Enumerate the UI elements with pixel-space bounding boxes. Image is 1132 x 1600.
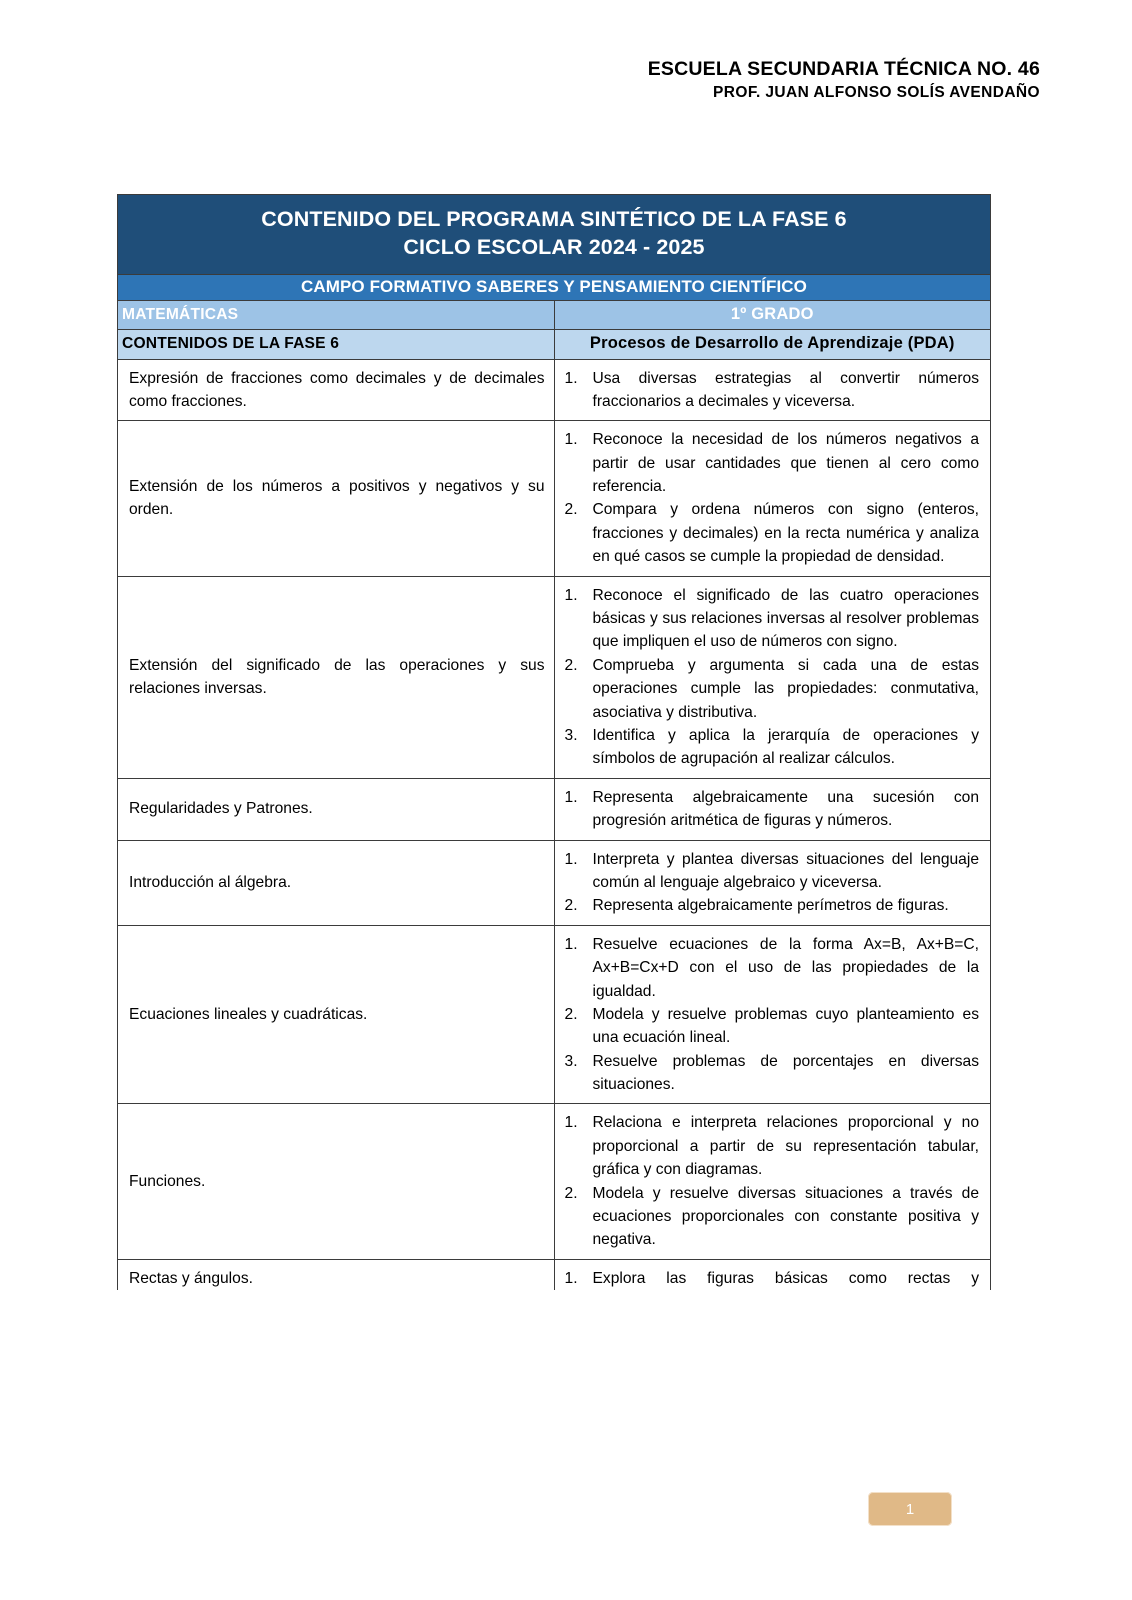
contenido-cell: Rectas y ángulos. (118, 1259, 555, 1290)
pda-cell (554, 925, 991, 1104)
pda-cell (554, 1104, 991, 1259)
pda-list (563, 1267, 980, 1290)
subject-grade-row (118, 300, 991, 329)
pda-cell (554, 576, 991, 778)
program-table-container (117, 194, 991, 1290)
table-row (118, 576, 991, 778)
column-header-pda: Procesos de Desarrollo de Aprendizaje (PDA) (554, 330, 991, 359)
pda-list (563, 786, 980, 833)
contenido-cell: Funciones. (118, 1104, 555, 1259)
pda-list (563, 584, 980, 771)
pda-item: Usa diversas estrategias al convertir números fraccionarios a decimales y viceversa. (592, 369, 979, 410)
pda-item: Representa algebraicamente perímetros de figuras. (592, 897, 949, 915)
contenido-cell: Regularidades y Patrones. (118, 778, 555, 840)
school-name: ESCUELA SECUNDARIA TÉCNICA NO. 46 (647, 58, 1040, 80)
pda-item: Modela y resuelve diversas situaciones a través de ecuaciones proporcionales con constante positiva y negativa. (592, 1184, 979, 1249)
grade-cell: 1º GRADO (554, 300, 991, 329)
table-title-cell (118, 195, 991, 275)
campo-formativo-row (118, 274, 991, 300)
contenido-cell: Ecuaciones lineales y cuadráticas. (118, 925, 555, 1104)
pda-list (563, 367, 980, 414)
pda-cell (554, 778, 991, 840)
contenido-cell: Extensión de los números a positivos y negativos y su orden. (118, 421, 555, 576)
pda-list (563, 428, 980, 568)
pda-cell (554, 359, 991, 421)
program-table (117, 194, 991, 1290)
pda-list (563, 933, 980, 1097)
pda-item: Modela y resuelve problemas cuyo planteamiento es una ecuación lineal. (592, 1005, 979, 1047)
pda-item: Resuelve problemas de porcentajes en diversas situaciones. (592, 1052, 979, 1094)
pda-item: Reconoce la necesidad de los números negativos a partir de usar cantidades que tienen al cero como referencia. (592, 431, 979, 496)
contenido-cell: Introducción al álgebra. (118, 840, 555, 925)
table-row (118, 925, 991, 1104)
table-row (118, 1104, 991, 1259)
teacher-name: PROF. JUAN ALFONSO SOLÍS AVENDAÑO (713, 84, 1040, 101)
pda-item: Interpreta y plantea diversas situaciones del lenguaje común al lenguaje algebraico y viceversa. (592, 850, 979, 891)
pda-item: Representa algebraicamente una sucesión con progresión aritmética de figuras y números. (592, 788, 979, 830)
column-header-row (118, 330, 991, 359)
table-title-line2: CICLO ESCOLAR 2024 - 2025 (403, 235, 705, 260)
pda-item: Relaciona e interpreta relaciones proporcional y no proporcional a partir de su representación tabular, gráfica y con diagramas. (592, 1114, 979, 1179)
table-row (118, 359, 991, 421)
pda-item: Identifica y aplica la jerarquía de operaciones y símbolos de agrupación al realizar cálculos. (592, 727, 979, 768)
table-row (118, 421, 991, 576)
table-row (118, 778, 991, 840)
table-title-line1: CONTENIDO DEL PROGRAMA SINTÉTICO DE LA FASE 6 (261, 207, 847, 231)
contenido-cell: Extensión del significado de las operaciones y sus relaciones inversas. (118, 576, 555, 778)
column-header-contenidos: CONTENIDOS DE LA FASE 6 (118, 330, 555, 359)
pda-list (563, 848, 980, 918)
table-row (118, 1259, 991, 1290)
table-row (118, 840, 991, 925)
page-number-badge (868, 1492, 952, 1526)
contenido-cell: Expresión de fracciones como decimales y de decimales como fracciones. (118, 359, 555, 421)
pda-item: Reconoce el significado de las cuatro operaciones básicas y sus relaciones inversas al resolver problemas que impliquen el uso de números con signo. (592, 586, 979, 651)
pda-cell (554, 1259, 991, 1290)
document-header (0, 58, 1040, 103)
table-title-row (118, 195, 991, 275)
subject-cell: MATEMÁTICAS (118, 300, 555, 329)
pda-list (563, 1111, 980, 1251)
pda-item: Comprueba y argumenta si cada una de estas operaciones cumple las propiedades: conmutativa, asociativa y distributiva. (592, 656, 979, 721)
pda-item: Compara y ordena números con signo (enteros, fracciones y decimales) en la recta numérica y analiza en qué casos se cumple la propiedad de densidad. (592, 501, 979, 566)
pda-item: Explora las figuras básicas como rectas y (592, 1269, 979, 1287)
pda-item: Resuelve ecuaciones de la forma Ax=B, Ax+B=C, Ax+B=Cx+D con el uso de las propiedades de la igualdad. (592, 935, 979, 1000)
pda-cell (554, 421, 991, 576)
pda-cell (554, 840, 991, 925)
campo-formativo-cell: CAMPO FORMATIVO SABERES Y PENSAMIENTO CIENTÍFICO (118, 274, 991, 300)
page-number-label: 1 (905, 1500, 915, 1518)
